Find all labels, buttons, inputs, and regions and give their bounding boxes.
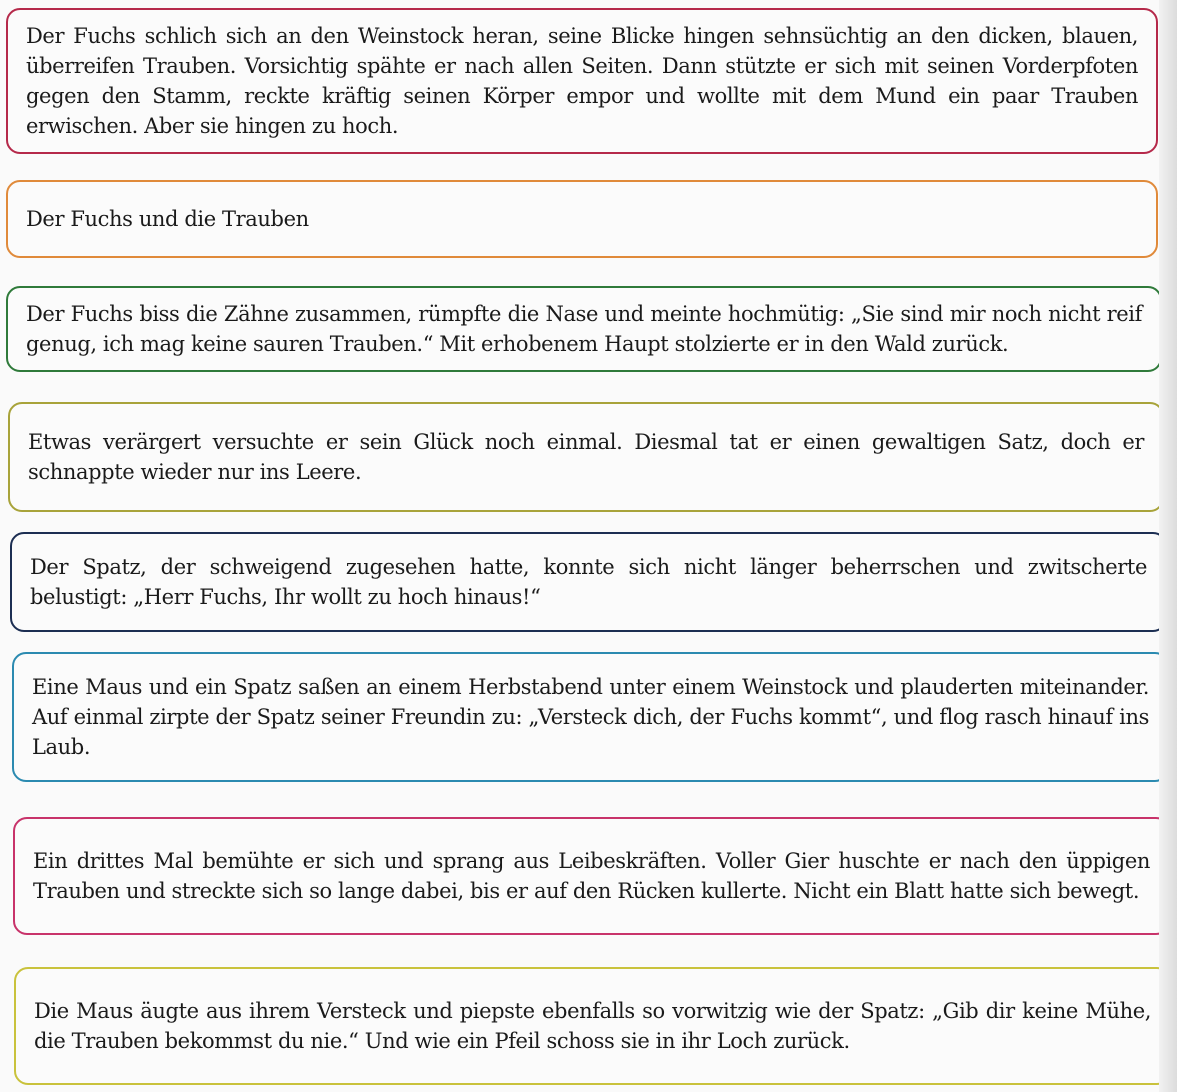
- card-text: Der Fuchs und die Trauben: [26, 207, 309, 231]
- text-card-3: [6, 286, 1162, 372]
- card-text: Der Fuchs schlich sich an den Weinstock heran, seine Blicke hingen sehnsüchtig an den dicken, blauen, überreifen Trauben. Vorsichtig spähte er nach allen Seiten. Dann stützte er sich mit seinen Vorderpfoten gegen den Stamm, reckte kräftig seinen Körper empor und wollte mit dem Mund ein paar Trauben erwischen. Aber sie hingen zu hoch.: [26, 24, 1138, 138]
- text-card-1: [6, 8, 1158, 154]
- card-text: Eine Maus und ein Spatz saßen an einem Herbstabend unter einem Weinstock und plauderten miteinander. Auf einmal zirpte der Spatz seiner Freundin zu: „Versteck dich, der Fuchs kommt“, und flog rasch hinauf ins Laub.: [32, 675, 1149, 759]
- card-text: Der Fuchs biss die Zähne zusammen, rümpfte die Nase und meinte hochmütig: „Sie sind mir noch nicht reif genug, ich mag keine sauren Trauben.“ Mit erhobenem Haupt stolzierte er in den Wald zurück.: [26, 302, 1142, 356]
- card-text: Ein drittes Mal bemühte er sich und sprang aus Leibeskräften. Voller Gier huschte er nach den üppigen Trauben und streckte sich so lange dabei, bis er auf den Rücken kullerte. Nicht ein Blatt hatte sich bewegt.: [33, 849, 1150, 903]
- card-text: Etwas verärgert versuchte er sein Glück noch einmal. Diesmal tat er einen gewaltigen Satz, doch er schnappte wieder nur ins Leere.: [28, 430, 1144, 484]
- text-card-5: [10, 532, 1167, 632]
- page-edge-shadow: [1159, 0, 1177, 1092]
- text-card-6: [12, 652, 1169, 782]
- text-card-7: [13, 817, 1170, 935]
- text-card-4: [8, 402, 1164, 512]
- text-card-8: [14, 967, 1171, 1085]
- card-text: Die Maus äugte aus ihrem Versteck und piepste ebenfalls so vorwitzig wie der Spatz: „Gib dir keine Mühe, die Trauben bekommst du nie.“ Und wie ein Pfeil schoss sie in ihr Loch zurück.: [34, 999, 1151, 1053]
- text-card-2: [6, 180, 1158, 258]
- card-text: Der Spatz, der schweigend zugesehen hatte, konnte sich nicht länger beherrschen und zwitscherte belustigt: „Herr Fuchs, Ihr wollt zu hoch hinaus!“: [30, 555, 1147, 609]
